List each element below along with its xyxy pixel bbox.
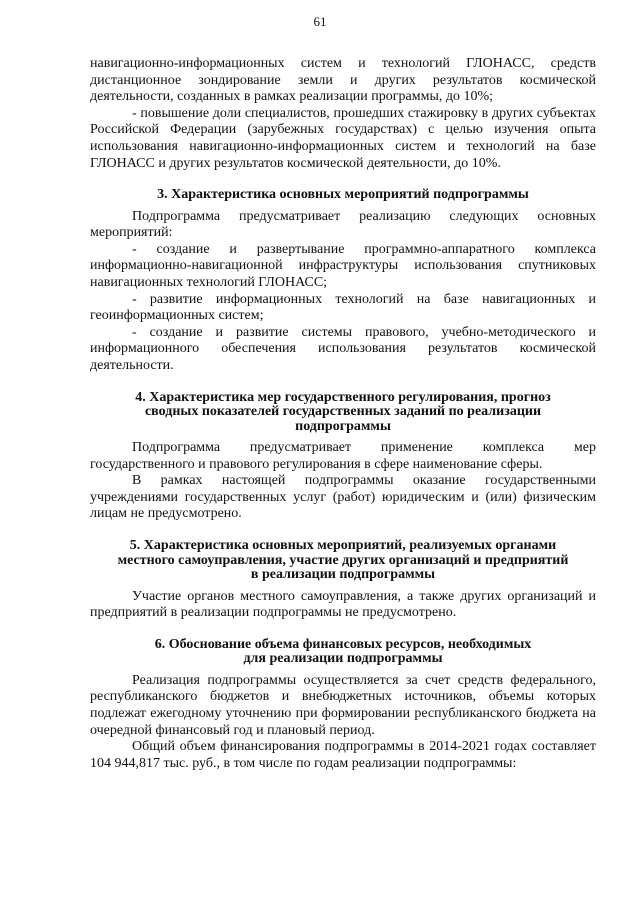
section-heading-line: подпрограммы	[295, 418, 391, 434]
section-heading-line: 4. Характеристика мер государственного регулирования, прогноз	[135, 389, 551, 405]
paragraph: Участие органов местного самоуправления, а также других организаций и предприятий в реализации подпрограммы не предусмотрено.	[90, 588, 596, 621]
paragraph: навигационно-информационных систем и технологий ГЛОНАСС, средств дистанционное зондирование земли и других результатов космической деятельности, созданных в рамках реализации программы, до 10%;	[90, 56, 596, 105]
section-heading-line: в реализации подпрограммы	[250, 567, 436, 583]
section-heading-line: 6. Обоснование объема финансовых ресурсов, необходимых	[154, 636, 532, 652]
section-heading-line: 3. Характеристика основных мероприятий подпрограммы	[157, 187, 529, 203]
section-heading	[90, 539, 596, 583]
section-heading-line: для реализации подпрограммы	[243, 651, 443, 667]
document-body	[90, 56, 596, 772]
paragraph: Подпрограмма предусматривает реализацию следующих основных мероприятий:	[90, 208, 596, 241]
page-number: 61	[313, 14, 327, 29]
paragraph: Подпрограмма предусматривает применение комплекса мер государственного и правового регулирования в сфере наименование сферы.	[90, 440, 596, 472]
paragraph: - создание и развертывание программно-аппаратного комплекса информационно-навигационной инфраструктуры использования спутниковых навигационных технологий ГЛОНАСС;	[90, 241, 596, 291]
paragraph: Общий объем финансирования подпрограммы в 2014-2021 годах составляет 104 944,817 тыс. руб., в том числе по годам реализации подпрограммы:	[90, 739, 596, 771]
paragraph: - повышение доли специалистов, прошедших стажировку в других субъектах Российской Федерации (зарубежных государствах) с целью изучения опыта использования навигационно-информационных систем и технологий на базе ГЛОНАСС и других результатов космической деятельности, до 10%.	[90, 105, 596, 171]
section-heading	[90, 188, 596, 203]
section-heading-line: местного самоуправления, участие других организаций и предприятий	[117, 552, 569, 568]
section-heading-line: сводных показателей государственных заданий по реализации	[144, 404, 542, 420]
section-heading	[90, 391, 596, 435]
paragraph: - создание и развитие системы правового, учебно-методического и информационного обеспечения использования результатов космической деятельности.	[90, 324, 596, 373]
paragraph: В рамках настоящей подпрограммы оказание государственными учреждениями государственных услуг (работ) юридическим и (или) физическим лицам не предусмотрено.	[90, 473, 596, 522]
section-heading	[90, 638, 596, 667]
paragraph: - развитие информационных технологий на базе навигационных и геоинформационных систем;	[90, 291, 596, 324]
section-heading-line: 5. Характеристика основных мероприятий, реализуемых органами	[129, 538, 557, 554]
paragraph: Реализация подпрограммы осуществляется за счет средств федерального, республиканского бюджетов и внебюджетных источников, объемы которых подлежат ежегодному уточнению при формировании республиканского бюджета на очередной финансовый год и плановый период.	[90, 672, 596, 738]
